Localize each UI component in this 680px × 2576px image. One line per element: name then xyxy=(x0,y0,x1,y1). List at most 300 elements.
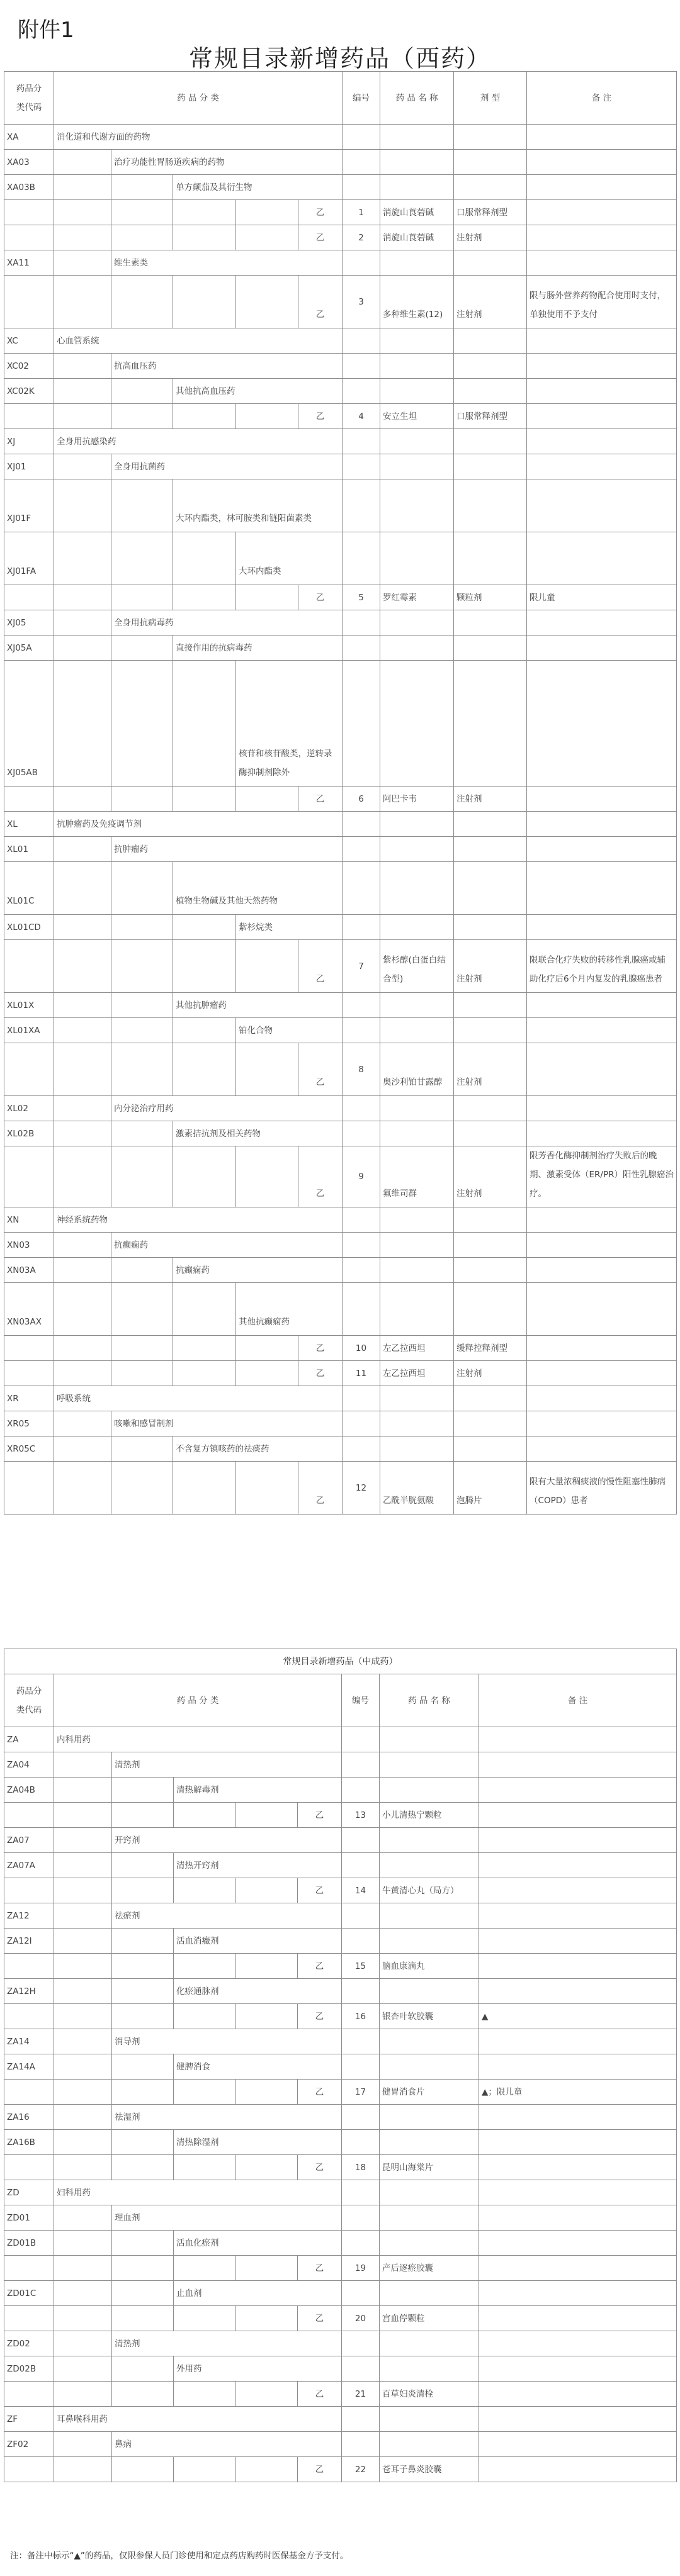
empty-cell xyxy=(173,1283,236,1336)
empty-cell xyxy=(112,2382,174,2407)
empty-cell xyxy=(111,1121,173,1146)
empty-cell xyxy=(4,2256,54,2281)
footnote: 注：备注中标示“▲”的药品，仅限参保人员门诊使用和定点药店购药时医保基金方予支付。 xyxy=(10,2551,349,2561)
empty-cell xyxy=(111,585,173,610)
empty-cell xyxy=(54,1462,111,1515)
header-number: 编号 xyxy=(342,1674,380,1727)
form-cell xyxy=(454,1018,527,1043)
category-code: ZD xyxy=(4,2180,54,2205)
name-cell xyxy=(380,454,454,479)
number-cell xyxy=(342,2432,380,2457)
drug-name: 百草妇炎清栓 xyxy=(380,2382,479,2407)
empty-cell xyxy=(54,1954,112,1979)
empty-cell xyxy=(54,585,111,610)
empty-cell xyxy=(112,1803,174,1828)
empty-cell xyxy=(54,2004,112,2029)
category-row xyxy=(4,479,677,532)
empty-cell xyxy=(111,1361,173,1386)
number-cell xyxy=(343,1096,380,1121)
category-label: 抗癫痫药 xyxy=(173,1258,343,1283)
form-cell xyxy=(454,1258,527,1283)
drug-note xyxy=(479,1803,677,1828)
form-cell xyxy=(454,1436,527,1462)
empty-cell xyxy=(4,2080,54,2105)
note-cell xyxy=(479,2432,677,2457)
number-cell xyxy=(343,1411,380,1436)
insurance-class: 乙 xyxy=(298,2306,342,2331)
category-row xyxy=(4,532,677,585)
form-cell xyxy=(454,661,527,787)
category-code: XL01X xyxy=(4,993,54,1018)
category-row xyxy=(4,1258,677,1283)
category-label: 清热解毒剂 xyxy=(174,1778,342,1803)
empty-cell xyxy=(112,1878,174,1903)
category-label: 呼吸系统 xyxy=(54,1386,343,1411)
number-cell xyxy=(342,2407,380,2432)
category-label: 治疗功能性胃肠道疾病的药物 xyxy=(111,150,343,175)
number-cell xyxy=(342,1778,380,1803)
drug-name: 阿巴卡韦 xyxy=(380,787,454,812)
number-cell xyxy=(342,1727,380,1752)
empty-cell xyxy=(236,787,298,812)
category-label: 心血管系统 xyxy=(54,328,343,354)
name-cell xyxy=(380,1386,454,1411)
drug-note xyxy=(479,2457,677,2482)
category-label: 止血剂 xyxy=(174,2281,342,2306)
drug-name: 乙酰半胱氨酸 xyxy=(380,1462,454,1515)
name-cell xyxy=(380,661,454,787)
empty-cell xyxy=(173,915,236,940)
empty-cell xyxy=(112,2457,174,2482)
drug-number: 11 xyxy=(343,1361,380,1386)
insurance-class: 乙 xyxy=(298,1954,342,1979)
number-cell xyxy=(342,2180,380,2205)
drug-row xyxy=(4,2004,677,2029)
form-cell xyxy=(454,636,527,661)
empty-cell xyxy=(54,2105,112,2130)
insurance-class: 乙 xyxy=(298,1361,343,1386)
category-label: 清热除湿剂 xyxy=(174,2130,342,2155)
western-drug-table xyxy=(4,71,677,1515)
category-row xyxy=(4,1727,677,1752)
drug-note xyxy=(527,1336,677,1361)
name-cell xyxy=(380,1752,479,1778)
category-row xyxy=(4,2231,677,2256)
empty-cell xyxy=(54,1853,112,1878)
attachment-label: 附件1 xyxy=(18,18,74,43)
empty-cell xyxy=(54,276,111,328)
note-cell xyxy=(527,1096,677,1121)
insurance-class: 乙 xyxy=(298,1043,343,1096)
number-cell xyxy=(343,1207,380,1233)
category-row xyxy=(4,2130,677,2155)
number-cell xyxy=(343,379,380,404)
header-category: 药 品 分 类 xyxy=(54,1674,342,1727)
category-row xyxy=(4,1979,677,2004)
name-cell xyxy=(380,2331,479,2356)
note-cell xyxy=(527,812,677,837)
drug-row xyxy=(4,200,677,225)
empty-cell xyxy=(111,1336,173,1361)
note-cell xyxy=(527,862,677,915)
empty-cell xyxy=(54,787,111,812)
number-cell xyxy=(343,150,380,175)
empty-cell xyxy=(111,276,173,328)
category-code: XL01CD xyxy=(4,915,54,940)
empty-cell xyxy=(4,1462,54,1515)
category-row xyxy=(4,812,677,837)
category-code: XC02K xyxy=(4,379,54,404)
name-cell xyxy=(380,1979,479,2004)
empty-cell xyxy=(54,532,111,585)
category-code: XL xyxy=(4,812,54,837)
header-code: 药品分 类代码 xyxy=(4,1674,54,1727)
tcm-header-row xyxy=(4,1674,677,1727)
category-row xyxy=(4,125,677,150)
insurance-class: 乙 xyxy=(298,1878,342,1903)
category-code: ZA12H xyxy=(4,1979,54,2004)
note-cell xyxy=(527,1283,677,1336)
insurance-class: 乙 xyxy=(298,585,343,610)
name-cell xyxy=(380,1018,454,1043)
note-cell xyxy=(479,2029,677,2054)
header-name: 药 品 名 称 xyxy=(380,72,454,125)
category-label: 耳鼻喉科用药 xyxy=(54,2407,342,2432)
category-row xyxy=(4,610,677,636)
category-row xyxy=(4,454,677,479)
note-cell xyxy=(479,1903,677,1929)
form-cell xyxy=(454,454,527,479)
note-cell xyxy=(527,1207,677,1233)
empty-cell xyxy=(54,2080,112,2105)
empty-cell xyxy=(54,2382,112,2407)
tcm-caption-row xyxy=(4,1649,677,1674)
empty-cell xyxy=(112,2356,174,2382)
empty-cell xyxy=(112,2004,174,2029)
empty-cell xyxy=(174,2155,236,2180)
name-cell xyxy=(380,993,454,1018)
empty-cell xyxy=(111,1018,173,1043)
category-row xyxy=(4,1283,677,1336)
category-row xyxy=(4,2180,677,2205)
name-cell xyxy=(380,175,454,200)
note-cell xyxy=(527,125,677,150)
category-row xyxy=(4,250,677,276)
note-cell xyxy=(527,993,677,1018)
empty-cell xyxy=(173,940,236,993)
empty-cell xyxy=(54,2306,112,2331)
empty-cell xyxy=(173,1146,236,1207)
note-cell xyxy=(479,2180,677,2205)
category-row xyxy=(4,1121,677,1146)
name-cell xyxy=(380,812,454,837)
empty-cell xyxy=(54,661,111,787)
category-label: 大环内酯类 xyxy=(236,532,343,585)
note-cell xyxy=(479,2331,677,2356)
category-label: 抗高血压药 xyxy=(111,354,343,379)
number-cell xyxy=(343,915,380,940)
number-cell xyxy=(343,837,380,862)
category-label: 祛瘀剂 xyxy=(112,1903,342,1929)
category-code: XL01 xyxy=(4,837,54,862)
drug-note xyxy=(479,2306,677,2331)
empty-cell xyxy=(236,1878,298,1903)
drug-row xyxy=(4,940,677,993)
tcm-caption: 常规目录新增药品（中成药） xyxy=(4,1649,677,1674)
note-cell xyxy=(527,915,677,940)
category-code: XN xyxy=(4,1207,54,1233)
empty-cell xyxy=(54,404,111,429)
empty-cell xyxy=(236,585,298,610)
insurance-class: 乙 xyxy=(298,2004,342,2029)
empty-cell xyxy=(173,1462,236,1515)
name-cell xyxy=(380,532,454,585)
empty-cell xyxy=(4,1146,54,1207)
drug-note xyxy=(479,2382,677,2407)
empty-cell xyxy=(54,1778,112,1803)
empty-cell xyxy=(4,225,54,250)
empty-cell xyxy=(111,1462,173,1515)
empty-cell xyxy=(111,636,173,661)
empty-cell xyxy=(54,250,111,276)
drug-number: 10 xyxy=(343,1336,380,1361)
empty-cell xyxy=(111,404,173,429)
empty-cell xyxy=(236,200,298,225)
drug-number: 21 xyxy=(342,2382,380,2407)
empty-cell xyxy=(54,1146,111,1207)
category-label: 大环内酯类，林可胺类和链阳菌素类 xyxy=(173,479,343,532)
empty-cell xyxy=(236,1146,298,1207)
form-cell xyxy=(454,150,527,175)
category-row xyxy=(4,1929,677,1954)
empty-cell xyxy=(4,585,54,610)
number-cell xyxy=(343,636,380,661)
category-row xyxy=(4,2205,677,2231)
note-cell xyxy=(527,175,677,200)
drug-row xyxy=(4,585,677,610)
drug-note xyxy=(527,200,677,225)
note-cell xyxy=(479,2356,677,2382)
number-cell xyxy=(343,354,380,379)
name-cell xyxy=(380,636,454,661)
empty-cell xyxy=(236,2080,298,2105)
drug-row xyxy=(4,225,677,250)
note-cell xyxy=(479,1979,677,2004)
name-cell xyxy=(380,862,454,915)
number-cell xyxy=(343,479,380,532)
note-cell xyxy=(527,328,677,354)
empty-cell xyxy=(173,585,236,610)
empty-cell xyxy=(54,1233,111,1258)
category-code: ZA16 xyxy=(4,2105,54,2130)
category-label: 其他抗肿瘤药 xyxy=(173,993,343,1018)
note-cell xyxy=(527,661,677,787)
form-cell xyxy=(454,837,527,862)
dosage-form: 颗粒剂 xyxy=(454,585,527,610)
number-cell xyxy=(342,1828,380,1853)
western-header-row xyxy=(4,72,677,125)
category-code: ZA07 xyxy=(4,1828,54,1853)
form-cell xyxy=(454,1096,527,1121)
note-cell xyxy=(479,1752,677,1778)
drug-name: 罗红霉素 xyxy=(380,585,454,610)
drug-name: 奥沙利铂甘露醇 xyxy=(380,1043,454,1096)
drug-note xyxy=(527,225,677,250)
category-label: 紫杉烷类 xyxy=(236,915,343,940)
drug-number: 12 xyxy=(343,1462,380,1515)
drug-note xyxy=(479,2256,677,2281)
drug-number: 3 xyxy=(343,276,380,328)
category-row xyxy=(4,1436,677,1462)
category-label: 内科用药 xyxy=(54,1727,342,1752)
form-cell xyxy=(454,1411,527,1436)
name-cell xyxy=(380,2432,479,2457)
category-code: XJ05 xyxy=(4,610,54,636)
dosage-form: 注射剂 xyxy=(454,1146,527,1207)
name-cell xyxy=(380,2054,479,2080)
insurance-class: 乙 xyxy=(298,225,343,250)
insurance-class: 乙 xyxy=(298,1462,343,1515)
category-row xyxy=(4,1853,677,1878)
note-cell xyxy=(479,2105,677,2130)
empty-cell xyxy=(54,225,111,250)
number-cell xyxy=(343,610,380,636)
empty-cell xyxy=(54,1828,112,1853)
category-row xyxy=(4,328,677,354)
insurance-class: 乙 xyxy=(298,2457,342,2482)
number-cell xyxy=(342,2029,380,2054)
drug-name: 氟维司群 xyxy=(380,1146,454,1207)
empty-cell xyxy=(112,1853,174,1878)
note-cell xyxy=(479,2130,677,2155)
number-cell xyxy=(342,2130,380,2155)
drug-row xyxy=(4,2256,677,2281)
empty-cell xyxy=(54,1121,111,1146)
empty-cell xyxy=(54,837,111,862)
category-code: ZD01B xyxy=(4,2231,54,2256)
form-cell xyxy=(454,1121,527,1146)
drug-number: 14 xyxy=(342,1878,380,1903)
name-cell xyxy=(380,479,454,532)
form-cell xyxy=(454,1386,527,1411)
drug-number: 22 xyxy=(342,2457,380,2482)
category-code: XL01C xyxy=(4,862,54,915)
note-cell xyxy=(527,837,677,862)
empty-cell xyxy=(112,2306,174,2331)
drug-note xyxy=(479,2155,677,2180)
category-label: 咳嗽和感冒制剂 xyxy=(111,1411,343,1436)
category-label: 不含复方镇咳药的祛痰药 xyxy=(173,1436,343,1462)
category-row xyxy=(4,661,677,787)
empty-cell xyxy=(54,2155,112,2180)
empty-cell xyxy=(54,1752,112,1778)
empty-cell xyxy=(4,1954,54,1979)
category-label: 祛湿剂 xyxy=(112,2105,342,2130)
number-cell xyxy=(343,175,380,200)
empty-cell xyxy=(54,1018,111,1043)
category-code: XN03AX xyxy=(4,1283,54,1336)
drug-number: 5 xyxy=(343,585,380,610)
drug-number: 6 xyxy=(343,787,380,812)
number-cell xyxy=(343,429,380,454)
insurance-class: 乙 xyxy=(298,200,343,225)
dosage-form: 注射剂 xyxy=(454,787,527,812)
empty-cell xyxy=(174,1803,236,1828)
category-row xyxy=(4,993,677,1018)
empty-cell xyxy=(54,1096,111,1121)
category-row xyxy=(4,1018,677,1043)
category-label: 理血剂 xyxy=(112,2205,342,2231)
drug-note xyxy=(527,787,677,812)
note-cell xyxy=(527,532,677,585)
drug-row xyxy=(4,2155,677,2180)
drug-note: 限儿童 xyxy=(527,585,677,610)
empty-cell xyxy=(111,940,173,993)
empty-cell xyxy=(111,915,173,940)
drug-row xyxy=(4,404,677,429)
drug-number: 15 xyxy=(342,1954,380,1979)
form-cell xyxy=(454,812,527,837)
number-cell xyxy=(343,532,380,585)
drug-name: 小儿清热宁颗粒 xyxy=(380,1803,479,1828)
drug-number: 1 xyxy=(343,200,380,225)
drug-name: 左乙拉西坦 xyxy=(380,1336,454,1361)
category-row xyxy=(4,354,677,379)
name-cell xyxy=(380,328,454,354)
header-name: 药 品 名 称 xyxy=(380,1674,479,1727)
empty-cell xyxy=(173,225,236,250)
name-cell xyxy=(380,1929,479,1954)
empty-cell xyxy=(174,2382,236,2407)
category-label: 活血消癥剂 xyxy=(174,1929,342,1954)
form-cell xyxy=(454,429,527,454)
empty-cell xyxy=(54,1878,112,1903)
drug-name: 安立生坦 xyxy=(380,404,454,429)
name-cell xyxy=(380,2180,479,2205)
category-code: XN03 xyxy=(4,1233,54,1258)
number-cell xyxy=(342,1929,380,1954)
header-category: 药 品 分 类 xyxy=(54,72,343,125)
category-row xyxy=(4,1828,677,1853)
category-code: XJ05AB xyxy=(4,661,54,787)
category-label: 单方颠茄及其衍生物 xyxy=(173,175,343,200)
note-cell xyxy=(527,1121,677,1146)
empty-cell xyxy=(54,379,111,404)
drug-number: 8 xyxy=(343,1043,380,1096)
empty-cell xyxy=(54,2205,112,2231)
drug-name: 多种维生素(12) xyxy=(380,276,454,328)
drug-row xyxy=(4,2382,677,2407)
dosage-form: 注射剂 xyxy=(454,1043,527,1096)
category-label: 植物生物碱及其他天然药物 xyxy=(173,862,343,915)
drug-note xyxy=(479,1954,677,1979)
drug-row xyxy=(4,2306,677,2331)
category-code: ZA04B xyxy=(4,1778,54,1803)
category-row xyxy=(4,1411,677,1436)
drug-number: 9 xyxy=(343,1146,380,1207)
name-cell xyxy=(380,1258,454,1283)
category-row xyxy=(4,1778,677,1803)
category-label: 其他抗癫痫药 xyxy=(236,1283,343,1336)
empty-cell xyxy=(4,1878,54,1903)
empty-cell xyxy=(236,1043,298,1096)
note-cell xyxy=(527,454,677,479)
category-code: ZD02 xyxy=(4,2331,54,2356)
note-cell xyxy=(527,479,677,532)
number-cell xyxy=(342,2054,380,2080)
empty-cell xyxy=(112,2155,174,2180)
category-label: 全身用抗病毒药 xyxy=(111,610,343,636)
